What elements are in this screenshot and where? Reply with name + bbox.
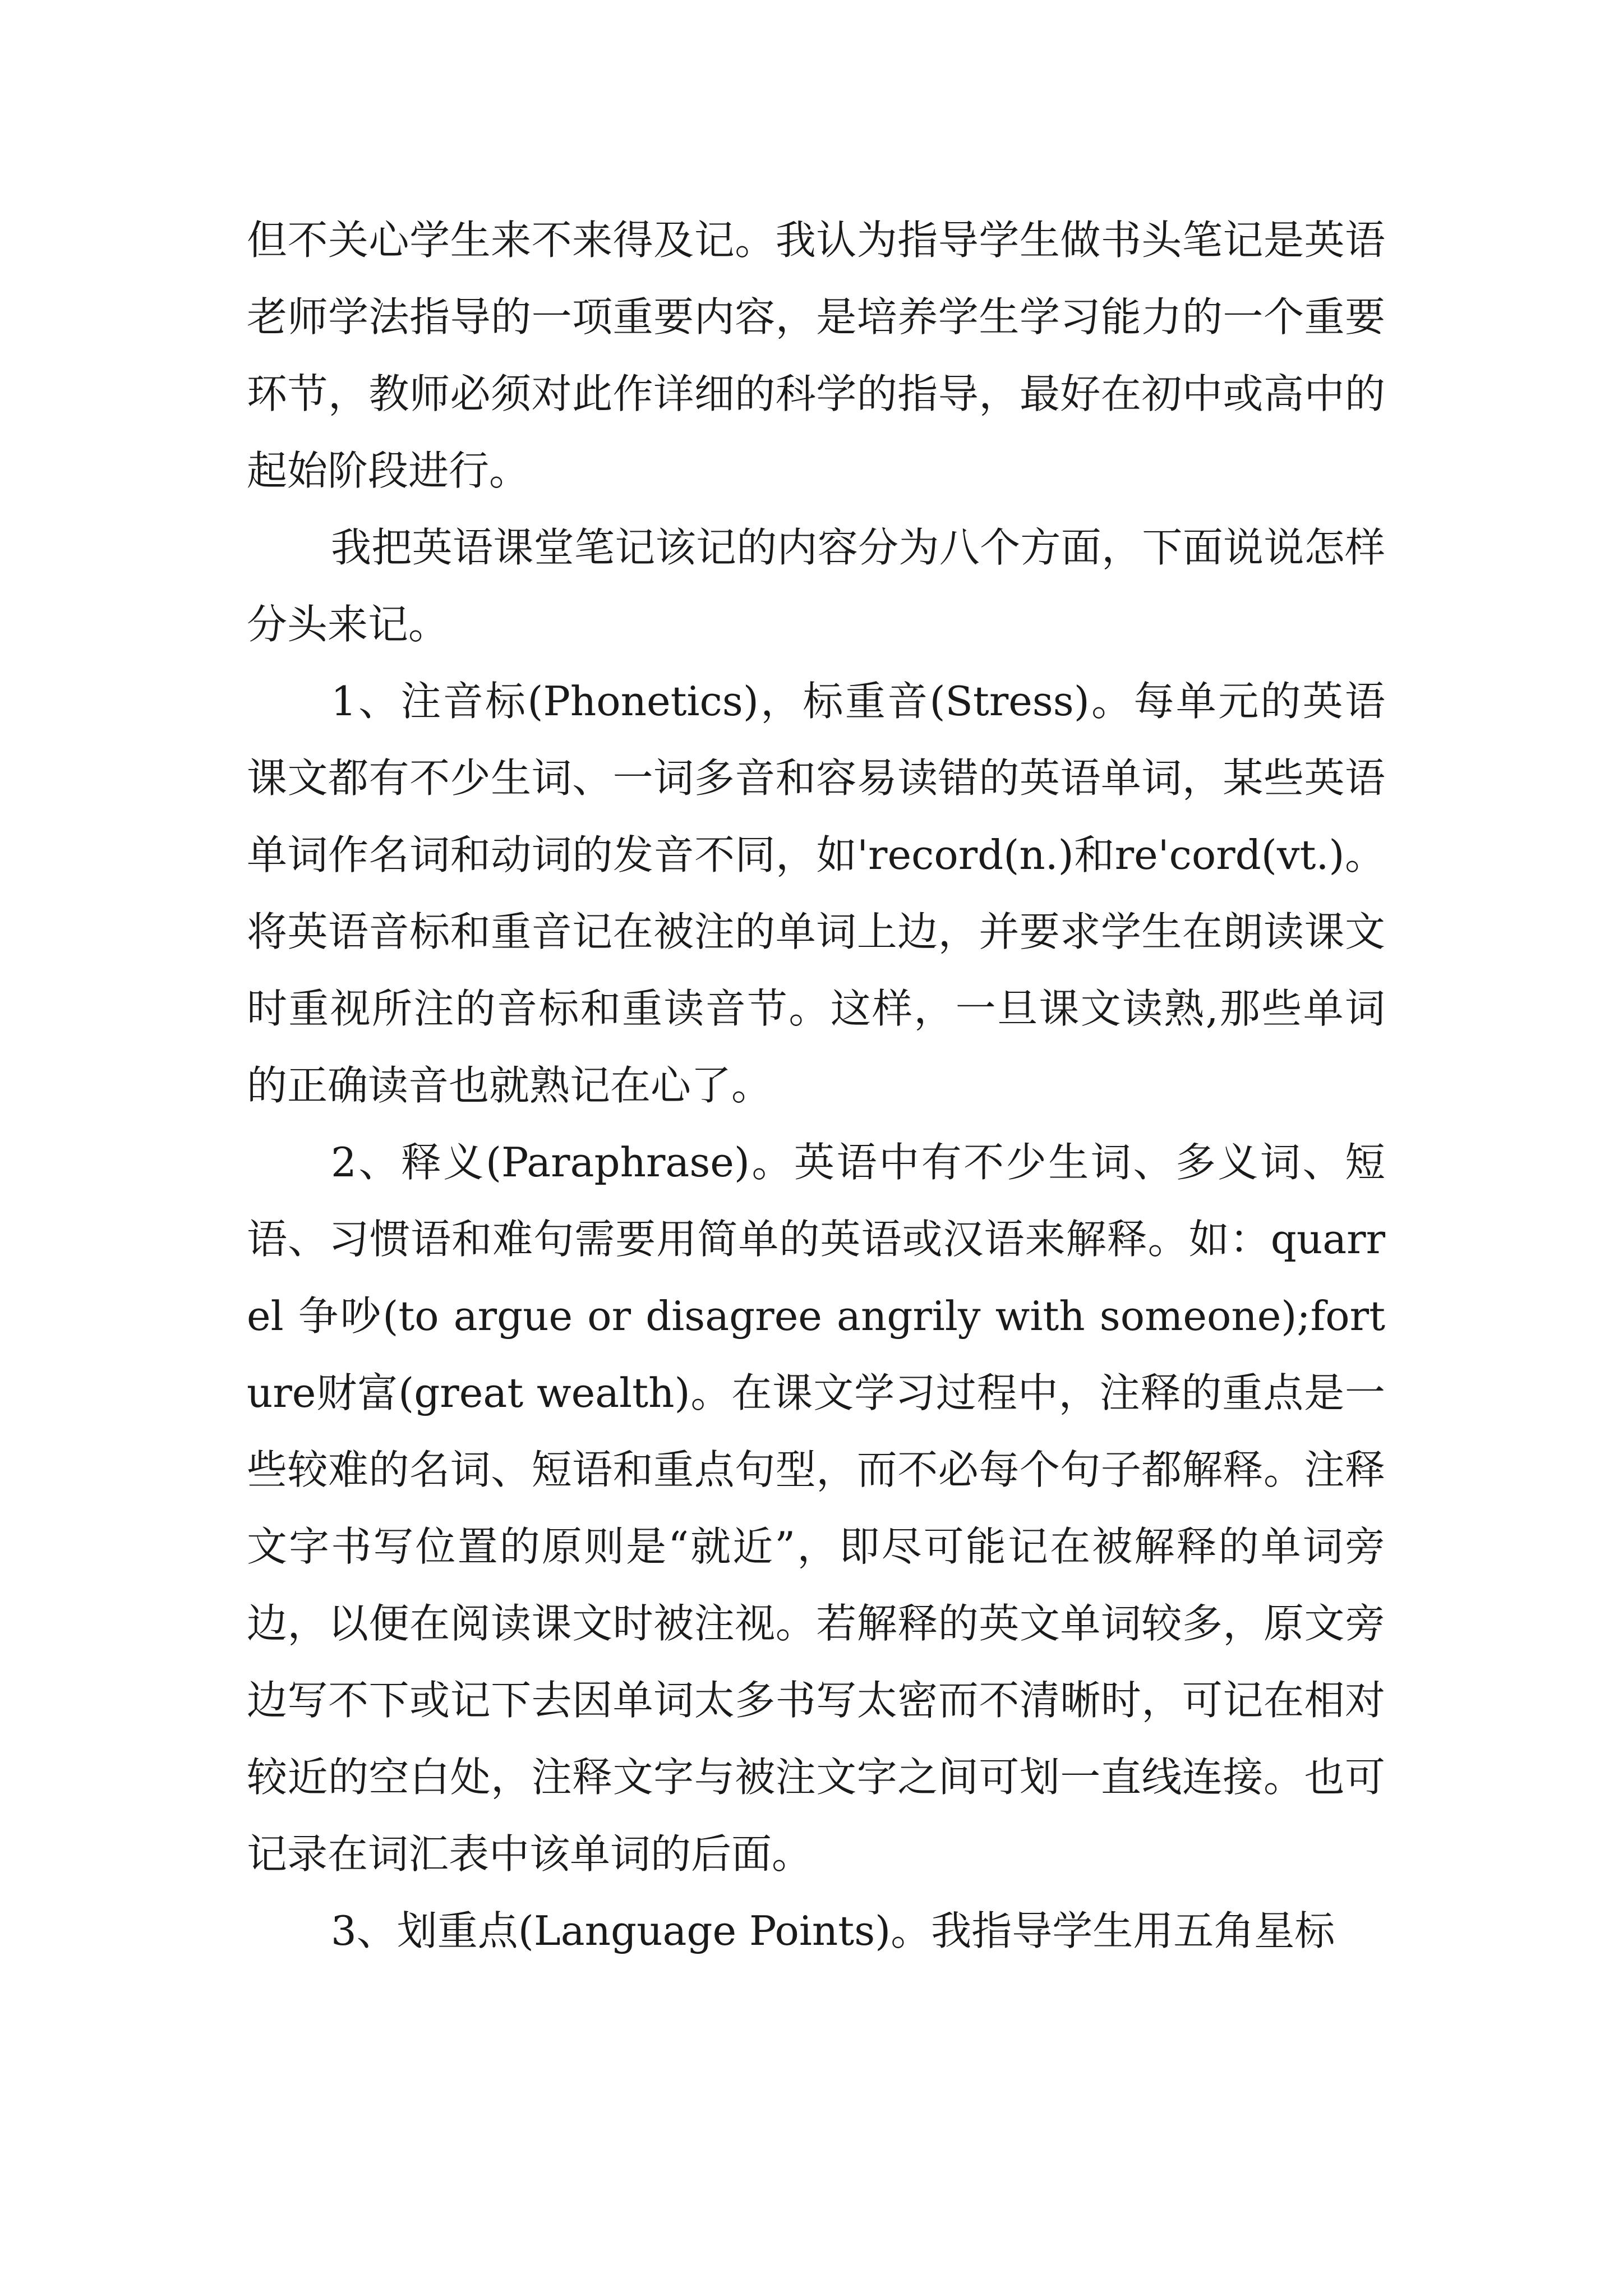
paragraph-1: 但不关心学生来不来得及记。我认为指导学生做书头笔记是英语老师学法指导的一项重要内容，是培养学生学习能力的一个重要环节，教师必须对此作详细的科学的指导，最好在初中或高中的起始阶段进行。 xyxy=(247,217,1385,494)
paragraph-5: 3、划重点(Language Points)。我指导学生用五角星标 xyxy=(331,1907,1335,1954)
paragraph-4: 2、释义(Paraphrase)。英语中有不少生词、多义词、短语、习惯语和难句需要用简单的英语或汉语来解释。如：quarrel 争吵(to argue or disagree angrily with someone);forture财富(great wealth)。在课文学习过程中，注释的重点是一些较难的名词、短语和重点句型，而不必每个句子都解释。注释文字书写位置的原则是“就近”，即尽可能记在被解释的单词旁边，以便在阅读课文时被注视。若解释的英文单词较多，原文旁边写不下或记下去因单词太多书写太密而不清晰时，可记在相对较近的空白处，注释文字与被注文字之间可划一直线连接。也可记录在词汇表中该单词的后面。 xyxy=(247,1139,1385,1878)
paragraph-2: 我把英语课堂笔记该记的内容分为八个方面，下面说说怎样分头来记。 xyxy=(247,524,1385,648)
body-text xyxy=(247,202,1385,1970)
paragraph-3: 1、注音标(Phonetics)，标重音(Stress)。每单元的英语课文都有不少生词、一词多音和容易读错的英语单词，某些英语单词作名词和动词的发音不同，如'record(n.)和re'cord(vt.)。将英语音标和重音记在被注的单词上边，并要求学生在朗读课文时重视所注的音标和重读音节。这样，一旦课文读熟,那些单词的正确读音也就熟记在心了。 xyxy=(247,678,1385,1109)
